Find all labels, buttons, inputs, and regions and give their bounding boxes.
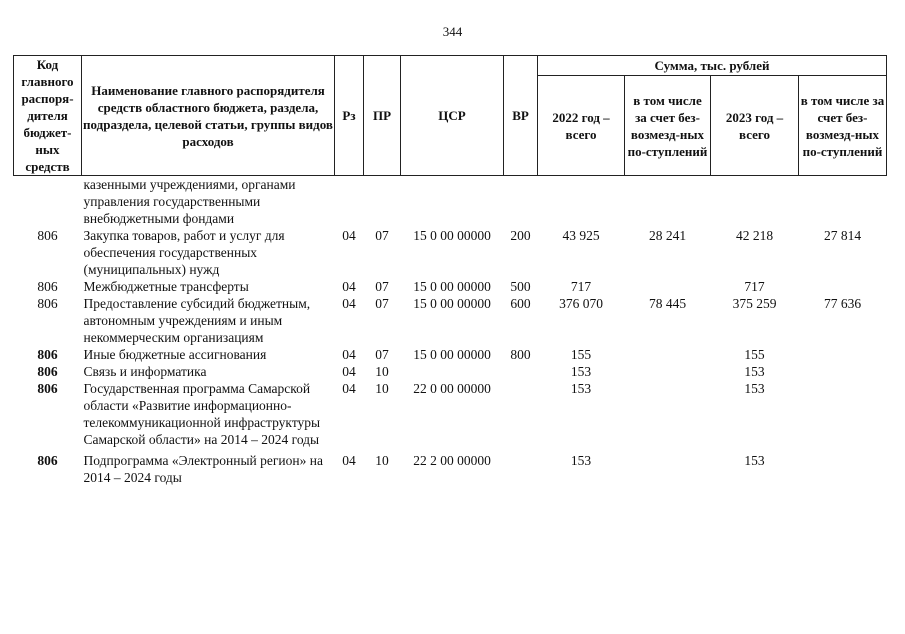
budget-table (13, 55, 887, 486)
row-rz: 04 (342, 296, 356, 311)
row-vr: 600 (510, 296, 531, 311)
table-row (14, 448, 887, 486)
row-free-2023: 77 636 (823, 296, 862, 311)
row-free-2022 (625, 278, 711, 295)
row-code: 806 (37, 381, 58, 396)
table-row (14, 176, 887, 228)
row-sum-2023: 42 218 (735, 228, 774, 243)
row-sum-2023: 375 259 (732, 296, 777, 311)
row-vr (504, 380, 538, 448)
row-free-2023 (799, 363, 887, 380)
row-sum-2023 (711, 176, 799, 228)
row-name: Предоставление субсидий бюджетным, автономным учреждениям и иным некоммерческим организациям (83, 296, 311, 345)
row-vr (504, 448, 538, 486)
row-vr (504, 176, 538, 228)
row-vr (504, 363, 538, 380)
row-sum-2023: 153 (744, 453, 765, 468)
row-sum-2023: 717 (744, 279, 765, 294)
row-rz: 04 (342, 228, 356, 243)
row-sum-2022: 155 (570, 347, 592, 362)
row-pr: 10 (375, 364, 389, 379)
row-vr: 200 (510, 228, 531, 243)
row-pr: 07 (375, 347, 389, 362)
row-sum-2022: 717 (570, 279, 592, 294)
table-row (14, 380, 887, 448)
row-csr: 22 0 00 00000 (413, 381, 491, 396)
header-sum: Сумма, тыс. рублей (538, 56, 887, 76)
row-free-2022 (625, 448, 711, 486)
row-free-2022: 78 445 (648, 296, 687, 311)
row-code (14, 176, 82, 228)
row-sum-2022: 153 (570, 364, 592, 379)
row-free-2023 (799, 346, 887, 363)
header-2022-total: 2022 год – всего (538, 76, 625, 176)
table-row (14, 295, 887, 346)
row-pr: 07 (375, 279, 389, 294)
row-name: Связь и информатика (83, 364, 207, 379)
row-sum-2022 (538, 176, 625, 228)
header-2023-total: 2023 год – всего (711, 76, 799, 176)
table-row (14, 346, 887, 363)
row-sum-2022: 153 (570, 453, 592, 468)
row-free-2022: 28 241 (648, 228, 687, 243)
row-code: 806 (37, 279, 58, 294)
row-csr: 22 2 00 00000 (413, 453, 491, 468)
row-csr (401, 363, 504, 380)
row-pr: 07 (375, 296, 389, 311)
row-free-2022 (625, 176, 711, 228)
row-name: Государственная программа Самарской области «Развитие информационно-телекоммуникационной инфраструктуры Самарской области» на 2014 – 2024 годы (83, 381, 321, 447)
row-sum-2023: 153 (744, 381, 765, 396)
table-row (14, 227, 887, 278)
header-vr: ВР (504, 56, 538, 176)
row-name: Подпрограмма «Электронный регион» на 2014 – 2024 годы (83, 453, 323, 485)
row-free-2022 (625, 380, 711, 448)
header-code: Код главного распоря-дителя бюджет-ных средств (14, 56, 82, 176)
header-rz: Рз (335, 56, 364, 176)
row-rz: 04 (342, 381, 356, 396)
table-row (14, 278, 887, 295)
row-name: Закупка товаров, работ и услуг для обеспечения государственных (муниципальных) нужд (83, 228, 285, 277)
row-free-2023 (799, 448, 887, 486)
row-name: казенными учреждениями, органами управления государственными внебюджетными фондами (83, 177, 296, 226)
row-csr (401, 176, 504, 228)
row-free-2023 (799, 278, 887, 295)
row-sum-2022: 153 (570, 381, 592, 396)
row-csr: 15 0 00 00000 (413, 228, 491, 243)
row-pr: 10 (375, 453, 389, 468)
row-sum-2022: 376 070 (559, 296, 603, 311)
row-pr: 10 (375, 381, 389, 396)
row-free-2023: 27 814 (823, 228, 862, 243)
row-code: 806 (37, 228, 58, 243)
row-vr: 800 (510, 347, 531, 362)
row-rz: 04 (342, 279, 356, 294)
row-pr: 07 (375, 228, 389, 243)
row-code: 806 (37, 453, 58, 468)
row-rz (335, 176, 364, 228)
row-code: 806 (37, 296, 58, 311)
row-csr: 15 0 00 00000 (413, 279, 491, 294)
header-2023-free: в том числе за счет без-возмезд-ных по-ступлений (799, 76, 887, 176)
row-rz: 04 (342, 364, 356, 379)
header-csr: ЦСР (401, 56, 504, 176)
row-free-2022 (625, 346, 711, 363)
row-name: Межбюджетные трансферты (83, 279, 249, 294)
row-pr (364, 176, 401, 228)
header-name: Наименование главного распорядителя средств областного бюджета, раздела, подраздела, целевой статьи, группы видов расходов (82, 56, 335, 176)
row-csr: 15 0 00 00000 (413, 296, 491, 311)
page-number: 344 (442, 24, 463, 39)
header-2022-free: в том числе за счет без-возмезд-ных по-ступлений (625, 76, 711, 176)
row-sum-2023: 153 (744, 364, 765, 379)
row-code: 806 (37, 364, 58, 379)
header-pr: ПР (364, 56, 401, 176)
row-sum-2022: 43 925 (562, 228, 600, 243)
row-free-2022 (625, 363, 711, 380)
row-rz: 04 (342, 453, 356, 468)
row-vr: 500 (510, 279, 531, 294)
table-row (14, 363, 887, 380)
row-code: 806 (37, 347, 58, 362)
row-sum-2023: 155 (744, 347, 765, 362)
row-free-2023 (799, 176, 887, 228)
row-free-2023 (799, 380, 887, 448)
row-name: Иные бюджетные ассигнования (83, 347, 267, 362)
row-csr: 15 0 00 00000 (413, 347, 491, 362)
row-rz: 04 (342, 347, 356, 362)
